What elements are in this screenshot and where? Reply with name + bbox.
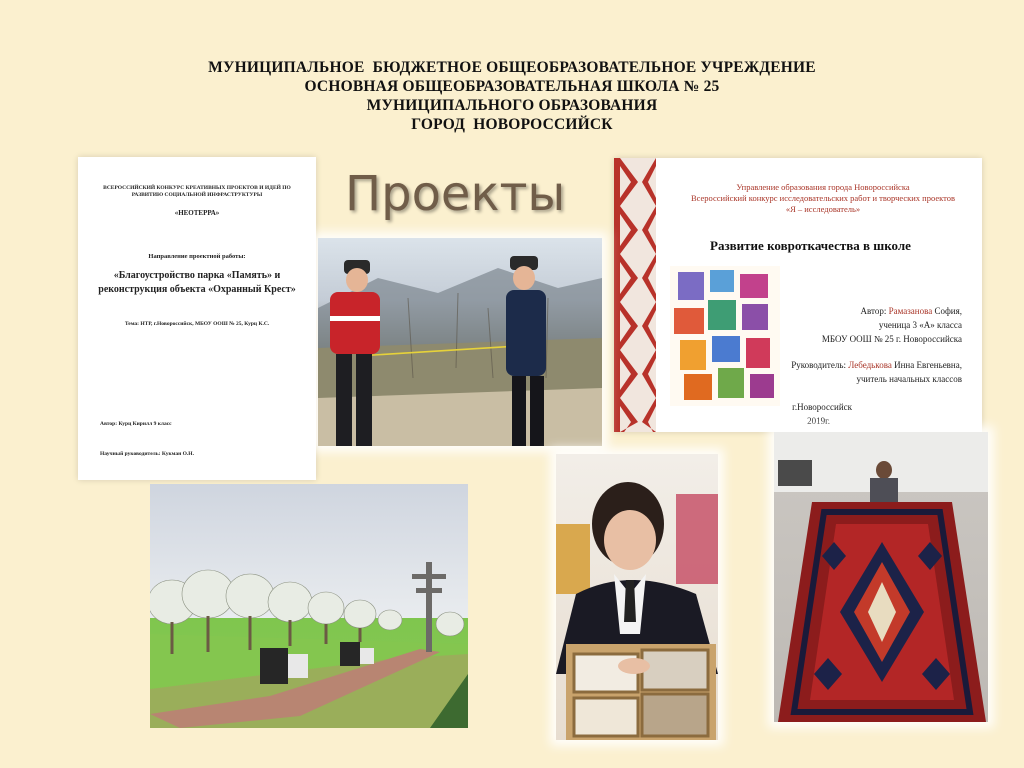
woven-samples-photo [670, 266, 780, 406]
doc1-place: Тема: НТР, г.Новороссийск, МБОУ ООШ № 25, Курц К.С. [124, 321, 270, 327]
students-measuring-photo [318, 238, 602, 446]
doc1-supervisor: Научный руководитель: Кукман О.Н. [100, 451, 194, 457]
doc1-project: «Благоустройство парка «Память» и реконструкция объекта «Охранный Крест» [98, 270, 296, 295]
doc2-year: 2019г. [807, 416, 830, 426]
project-document-neoterra [78, 157, 316, 480]
girl-with-samples-illustration [556, 454, 718, 740]
doc2-org-line-2: Всероссийский конкурс исследовательских работ и творческих проектов [690, 193, 955, 203]
doc2-school: МБОУ ООШ № 25 г. Новороссийска [821, 334, 962, 344]
doc2-grade: ученица 3 «А» класса [878, 320, 962, 330]
memorial-park-illustration [150, 484, 468, 728]
doc1-author: Автор: Курц Кирилл 9 класс [100, 421, 172, 427]
project-document-carpet [614, 158, 982, 432]
school-header [0, 58, 1024, 134]
doc1-name: «НЕОТЕРРА» [174, 209, 220, 217]
header-line-1: МУНИЦИПАЛЬНОЕ БЮДЖЕТНОЕ ОБЩЕОБРАЗОВАТЕЛЬНОЕ УЧРЕЖДЕНИЕ [208, 59, 816, 76]
carpet-photo [774, 432, 988, 722]
doc2-author: Автор: Рамазанова София, [860, 306, 962, 316]
memorial-park-render [150, 484, 468, 728]
doc2-org-line-1: Управление образования города Новороссийска [736, 182, 910, 192]
doc2-title: Развитие ковроткачества в школе [710, 238, 911, 253]
header-line-4: ГОРОД НОВОРОССИЙСК [411, 116, 613, 133]
slide-title: Проекты [345, 166, 566, 222]
students-measuring-illustration [318, 238, 602, 446]
girl-with-samples-photo [556, 454, 718, 740]
doc2-city: г.Новороссийск [792, 402, 852, 412]
header-line-3: МУНИЦИПАЛЬНОГО ОБРАЗОВАНИЯ [366, 97, 658, 114]
doc2-org-line-3: «Я – исследователь» [785, 204, 861, 214]
doc2-leader: Руководитель: Лебедькова Инна Евгеньевна, [791, 360, 962, 370]
doc1-contest: ВСЕРОССИЙСКИЙ КОНКУРС КРЕАТИВНЫХ ПРОЕКТОВ И ИДЕЙ ПО РАЗВИТИЮ СОЦИАЛЬНОЙ ИНФРАСТРУКТУРЫ [103, 185, 291, 198]
header-line-2: ОСНОВНАЯ ОБЩЕОБРАЗОВАТЕЛЬНАЯ ШКОЛА № 25 [304, 78, 720, 95]
weave-pattern-image [614, 158, 656, 432]
doc2-leader-role: учитель начальных классов [856, 374, 962, 384]
carpet-illustration [774, 432, 988, 722]
doc1-direction: Направление проектной работы: [148, 253, 246, 260]
